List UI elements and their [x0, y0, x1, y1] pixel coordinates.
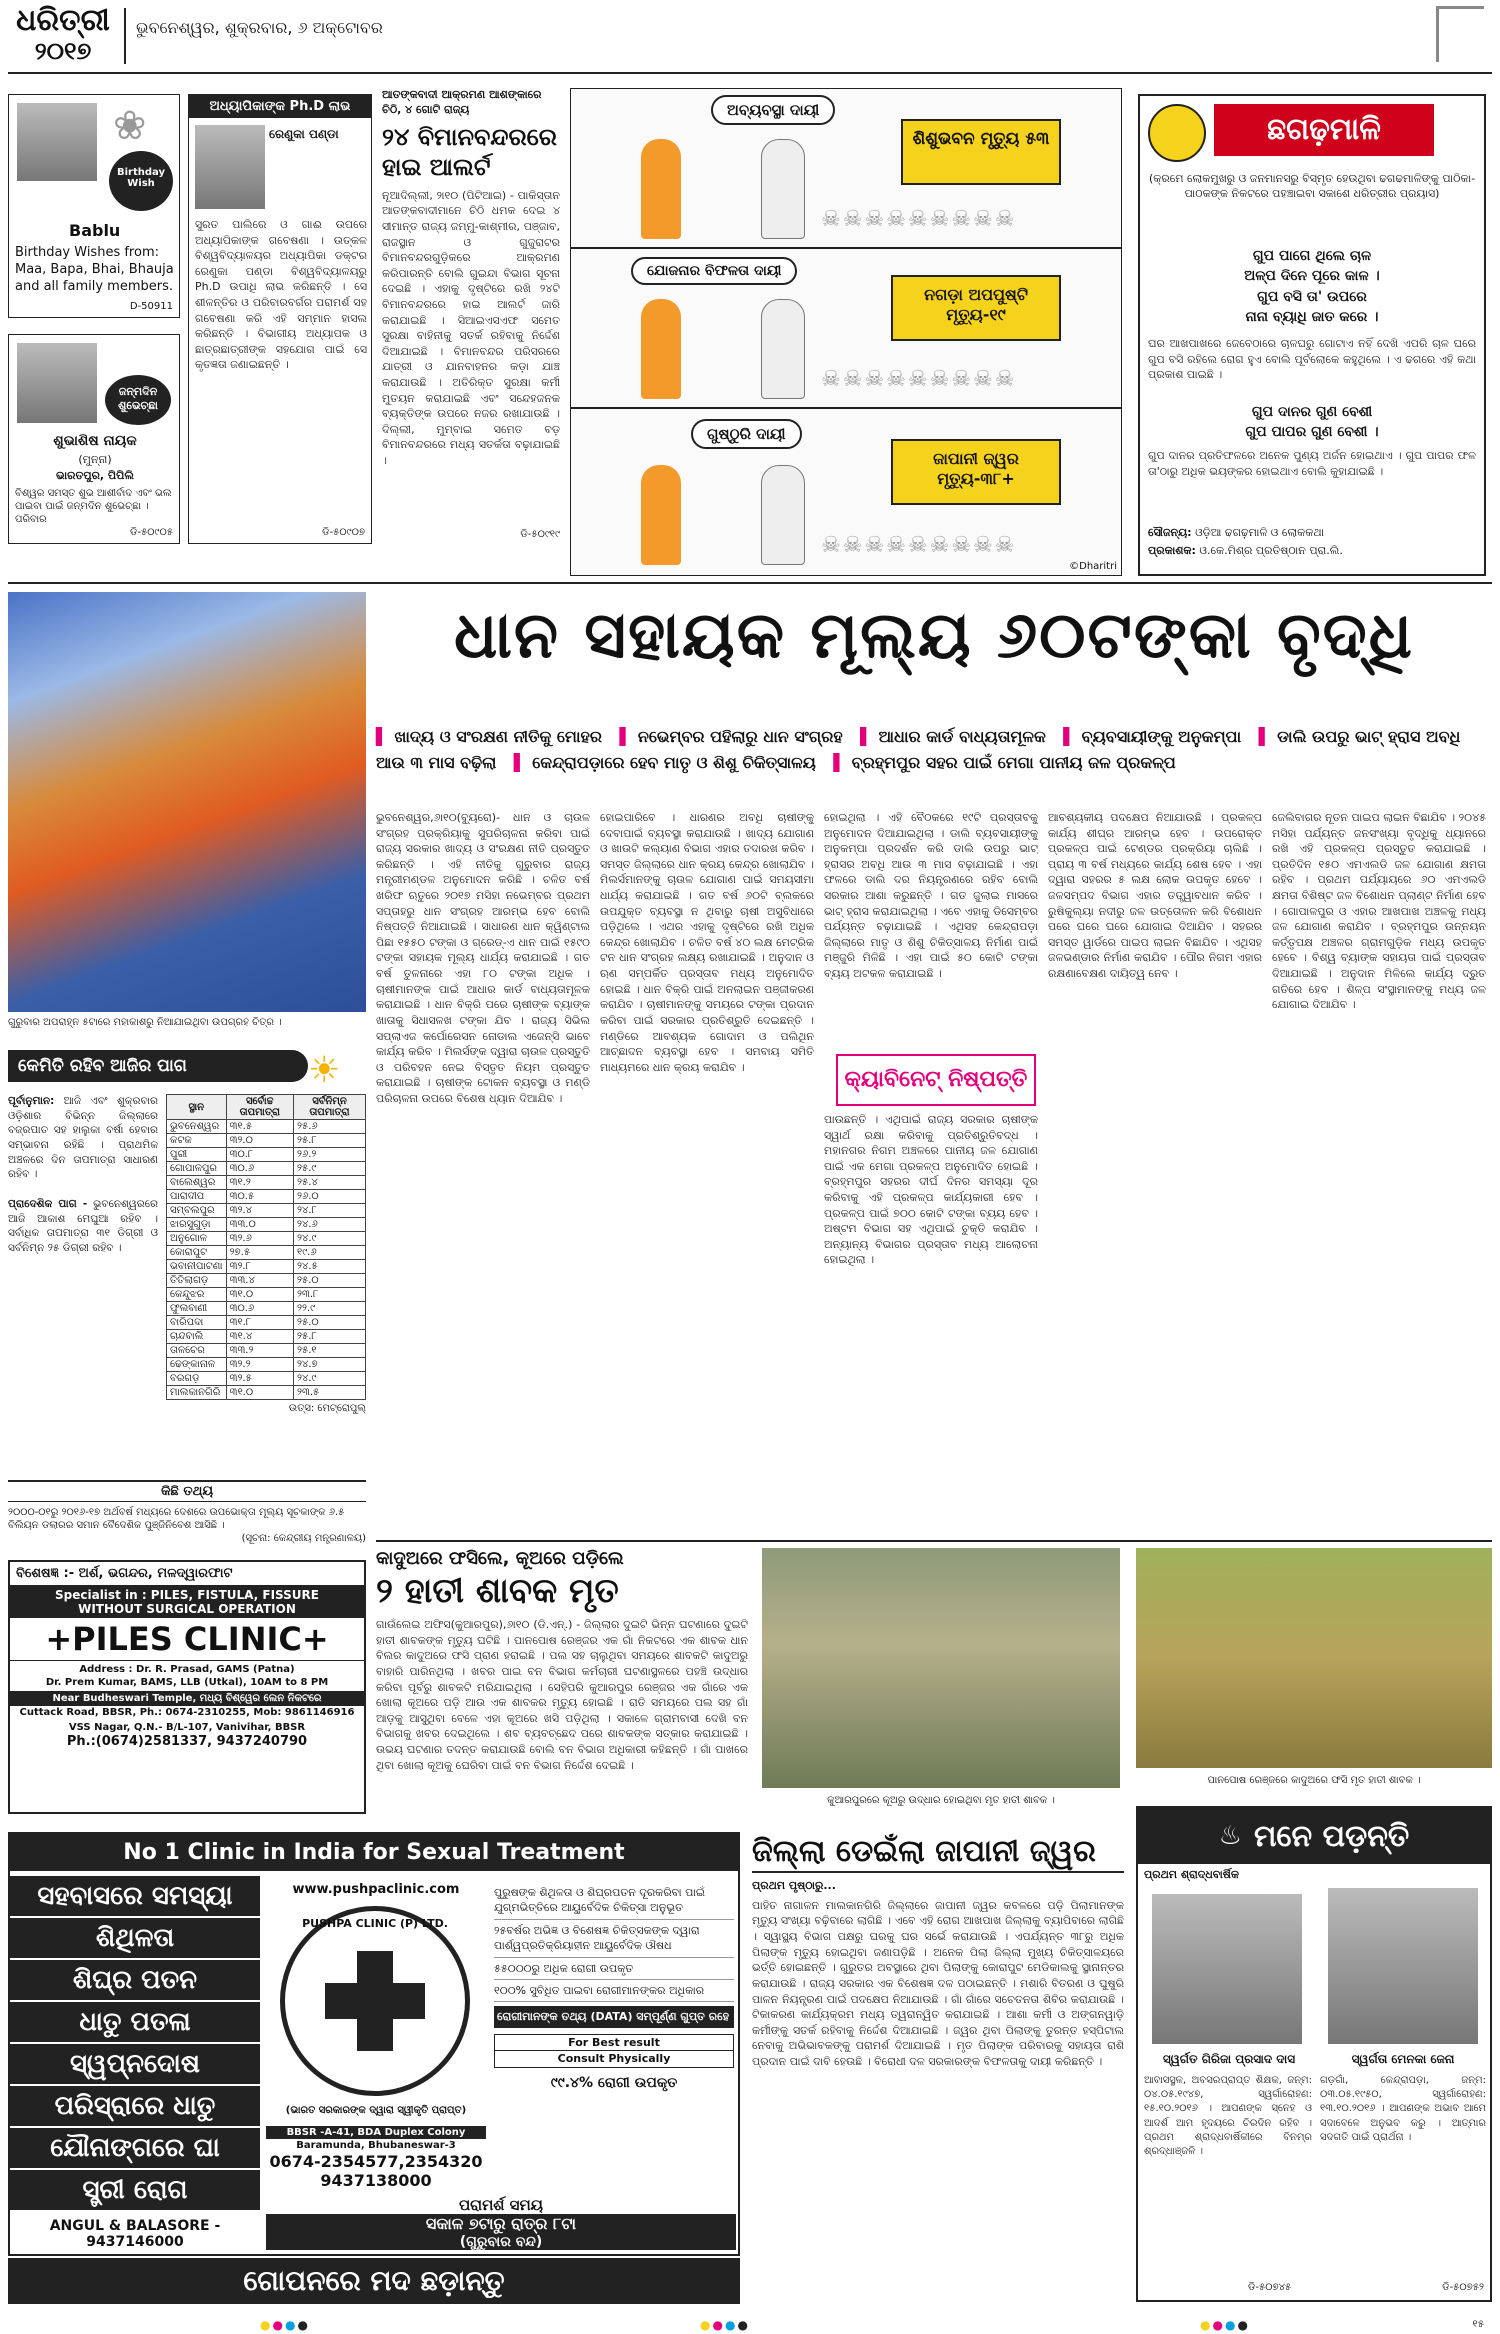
cross-icon-bar — [325, 1983, 425, 2019]
weather-cell-place: ପାରାଦୀପ — [167, 1190, 227, 1204]
weather-cell-min: ୨୪.୬ — [293, 1218, 365, 1232]
facts-source: (ସୂଚନା: କେନ୍ଦ୍ରୀୟ ମନ୍ତ୍ରଣାଳୟ) — [241, 1533, 366, 1544]
pushpa-success: ୯୯.୪% ରୋଗୀ ଉପକୃତ — [550, 2074, 678, 2091]
chhadmali-verse-2 — [1148, 402, 1476, 443]
weather-cell-place: ମାଲକାନଗିରି — [167, 1386, 227, 1400]
weather-cell-place: କୋରାପୁଟ — [167, 1246, 227, 1260]
piles-road: Cuttack Road, BBSR, Ph.: 0674-2310255, Mob: 9861146916 — [19, 1707, 355, 1718]
weather-row — [167, 1316, 366, 1330]
weather-cell-min: ୨୩.୫ — [293, 1386, 365, 1400]
weather-cell-max: ୩୧.୫ — [226, 1120, 293, 1134]
chhadmali-body: ଘର ଆଖପାଖରେ ଜେବେଠାରେ ଚାଳଘରୁ ଗୋଟାଏ ନହିଁ ଦେଖି ଏପରି ଚାଳ ଘରେ ଗୁପ ବସି ରହିଲେ ରୋଗ ହୁଏ ବୋଲି ପୂର୍ବଲୋକେ କହୁଥିଲେ । ଏ ଢଗରେ ଏହି କଥା ପ୍ରକାଶ ପାଇଛି । — [1148, 337, 1476, 382]
felicitation-sub: (ମୁନ୍ନା) — [78, 453, 112, 466]
logo-year: ୨୦୧୭ — [34, 37, 92, 65]
weather-cell-min: ୨୫.୪ — [293, 1176, 365, 1190]
pushpa-address — [266, 2126, 486, 2190]
bullet-item: ୨୫ବର୍ଷର ଅଭିଜ୍ଞ ଓ ବିଶେଷଜ୍ଞ ଚିକିତ୍ସକଙ୍କ ଦ୍ୱାରା ପାର୍ଶ୍ୱପ୍ରତିକ୍ରିୟାହୀନ ଆୟୁର୍ବେଦିକ ଔଷଧ — [494, 1920, 734, 1958]
elephant-kicker: କାଦୁଅରେ ଫସିଲେ, କୂଅରେ ପଡ଼ିଲେ — [376, 1548, 624, 1569]
verse-line: ଗୁପ ପାଗେ ଥିଲେ ଚାଳ — [1252, 248, 1372, 264]
paddy-deck — [376, 724, 1492, 775]
elephant-headline: ୨ ହାତୀ ଶାବକ ମୃତ — [376, 1571, 619, 1611]
phd-article — [188, 94, 372, 544]
felicitation-code: ଡି-୫୦୯୦୫ — [130, 527, 173, 538]
weather-cell-max: ୩୩.୦ — [226, 1218, 293, 1232]
piles-clinic-ad — [8, 1560, 366, 1814]
memorial-sub: ପ୍ରଥମ ଶ୍ରାଦ୍ଧବାର୍ଷିକ — [1144, 1868, 1240, 1881]
birthday-code: D-50911 — [129, 301, 173, 312]
avatar — [17, 343, 97, 423]
birthday-ad — [8, 94, 180, 318]
piles-line-1: Specialist in : PILES, FISTULA, FISSURE — [55, 1588, 319, 1602]
weather-cell-place: ବରଗଡ଼ — [167, 1372, 227, 1386]
weather-row — [167, 1218, 366, 1232]
weather-row — [167, 1288, 366, 1302]
weather-cell-place: ଚାନ୍ଦବାଲି — [167, 1330, 227, 1344]
condition-item: ଶିଥିଳତା — [10, 1918, 260, 1960]
cartoon-panel-1 — [571, 89, 1122, 249]
piles-address: Address : Dr. R. Prasad, GAMS (Patna) — [79, 1664, 295, 1675]
pushpa-phone: 0674-2354577,2354320 — [269, 2152, 483, 2171]
deck-item: ▌ ଖାଦ୍ୟ ଓ ସଂରକ୍ଷଣ ନୀତିକୁ ମୋହର — [376, 727, 602, 746]
speech-bubble: ଅବ୍ୟବସ୍ଥା ଦାୟୀ — [711, 95, 835, 125]
lamp-icon: ♨ — [1218, 1821, 1242, 1851]
bullet-item: ୫୫୦୦୦ରୁ ଅଧିକ ରୋଗୀ ଉପକୃତ — [494, 1958, 734, 1980]
color-dots: ●●●● — [700, 2318, 750, 2332]
satellite-image — [8, 592, 366, 1012]
weather-cell-max: ୩୩.୨ — [226, 1344, 293, 1358]
weather-row — [167, 1162, 366, 1176]
paddy-headline: ଧାନ ସହାୟକ ମୂଲ୍ୟ ୬୦ଟଙ୍କା ବୃଦ୍ଧି — [454, 599, 1414, 673]
weather-cell-min: ୨୪.୯ — [293, 1372, 365, 1386]
memorial-body-2: ଗଡ଼ଗାଁ, କେନ୍ଦ୍ରାପଡ଼ା, ଜନ୍ମ: ୦୩.୦୫.୧୯୫୦, ସ୍ୱର୍ଗାରୋହଣ: ୧୩.୧୦.୨୦୧୬ । ଆପଣଙ୍କ ଅଭାବ ଆମେ ସଦାବେଳେ ଅନୁଭବ କରୁ । ଆତ୍ମାର ସଦଗତି ପାଇଁ ପ୍ରାର୍ଥନା । — [1320, 2075, 1486, 2143]
facts-box — [8, 1480, 366, 1550]
condition-item: ଯୌନାଙ୍ଗରେ ଘା — [10, 2128, 260, 2170]
elephant-article — [376, 1548, 748, 1820]
pushpa-title: No 1 Clinic in India for Sexual Treatment — [10, 1834, 738, 1871]
figure-white — [761, 299, 805, 399]
paddy-col-2: ହୋଇପାରିବେ । ଧାରଣର ଅବଧି ଚାଷୀଙ୍କୁ ଦେବାପାଇଁ ବ୍ୟବସ୍ଥା କରାଯାଉଛି । ଖାଦ୍ୟ ଯୋଗାଣ ଓ ଖାଉଟି କଲ୍ୟାଣ ବିଭାଗ ଏହାର ତଦାରଖ କରିବ । ସମସ୍ତ ଜିଲ୍ଲାରେ ଧାନ କ୍ରୟ କେନ୍ଦ୍ର ଖୋଲାଯିବ । ମିଲର୍ସମାନଙ୍କୁ ଚାଉଳ ଯୋଗାଣ ପାଇଁ ସମୟସୀମା ଧାର୍ଯ୍ୟ କରାଯାଇଛି । ଗତ ବର୍ଷ ୬୦ଟି ବ୍ଲକରେ ଉପଯୁକ୍ତ ବ୍ୟବସ୍ଥା ନ ଥିବାରୁ ଚାଷୀ ଅସୁବିଧାରେ ପଡ଼ିଥିଲେ । ଏଥର ଏହାକୁ ଦୃଷ୍ଟିରେ ରଖି ଅଧିକ କେନ୍ଦ୍ର ଖୋଲାଯିବ । ଚଳିତ ବର୍ଷ ୪୦ ଲକ୍ଷ ମେଟ୍ରିକ ଟନ ଧାନ ସଂଗ୍ରହ ଲକ୍ଷ୍ୟ ରଖାଯାଇଛି । ଅନୁଦାନ ଓ ଋଣ ସମ୍ପର୍କିତ ପ୍ରସ୍ତାବ ମଧ୍ୟ ଅନୁମୋଦିତ ହୋଇଛି । ଧାନ ବିକ୍ରି ପାଇଁ ଅନଲାଇନ ପଞ୍ଜୀକରଣ କରାଯିବ । ଚାଷୀମାନଙ୍କୁ ସମୟରେ ଟଙ୍କା ପ୍ରଦାନ କରିବା ପାଇଁ ସରକାର ପ୍ରତିଶ୍ରୁତି ଦେଇଛନ୍ତି । ମଣ୍ଡିରେ ଆବଶ୍ୟକ ଗୋଦାମ ଓ ପଲିଥିନ ଆଚ୍ଛାଦନ ବ୍ୟବସ୍ଥା ହେବ । ସମବାୟ ସମିତି ମାଧ୍ୟମରେ ଧାନ କ୍ରୟ କରାଯିବ । — [600, 811, 814, 1074]
weather-cell-max: ୩୨.୮ — [226, 1260, 293, 1274]
bullet-item: ପୁରୁଷଙ୍କ ଶିଥିଳତା ଓ ଶିଘ୍ରପତନ ଦୂରକରିବା ପାଇଁ ଯୁଗ୍ମଭିତ୍ତିରେ ଆୟୁର୍ବେଦିକ ଚିକିତ୍ସା ଅନୁଭୂତ — [494, 1882, 734, 1920]
weather-cell-min: ୨୫.୧ — [293, 1344, 365, 1358]
memorial-body-1: ଆବାସସ୍ଥଳ, ଅବସରପ୍ରାପ୍ତ ଶିକ୍ଷକ, ଜନ୍ମ: ୦୪.୦୫.୧୯୪୭, ସ୍ୱର୍ଗାରୋହଣ: ୧୫.୧୦.୨୦୧୬ । ଆପଣଙ୍କ ସ୍ନେହ ଓ ଆଦର୍ଶ ଆମ ହୃଦୟରେ ଚିରଦିନ ରହିବ । ପ୍ରଥମ ଶ୍ରାଦ୍ଧବାର୍ଷିକୀରେ ବିନମ୍ର ଶ୍ରଦ୍ଧାଞ୍ଜଳି । — [1144, 2075, 1312, 2157]
phd-name: ରେଣୁକା ପଣ୍ଡା — [269, 127, 339, 141]
pushpa-seal-sub: (ଭାରତ ସରକାରଙ୍କ ଦ୍ୱାରା ସ୍ୱୀକୃତି ପ୍ରାପ୍ତ) — [285, 2105, 467, 2116]
phd-photo — [195, 125, 265, 209]
memorial-header — [1138, 1808, 1490, 1864]
bullet-item: ୧୦୦% ସୁବିଧିତ ପାଇବା ରୋଗୀମାନଙ୍କର ଅଧିକାର — [494, 1980, 734, 2002]
pushpa-time — [266, 2196, 736, 2250]
deck-item: ▌ ନଭେମ୍ବର ପହିଲାରୁ ଧାନ ସଂଗ୍ରହ — [619, 727, 843, 746]
weather-cell-min: ୧୯.୬ — [293, 1246, 365, 1260]
elephant-caption-1: କୁଆରପୁରରେ କୂଅରୁ ଉଦ୍ଧାର ହୋଇଥିବା ମୃତ ହାତୀ ଶାବକ । — [827, 1795, 1055, 1806]
weather-row — [167, 1120, 366, 1134]
chhadmali-title: ଛଗଢ଼ମାଳି — [1214, 104, 1434, 156]
weather-cell-place: ଫୁଲବାଣୀ — [167, 1302, 227, 1316]
cartoon-credit: ©Dharitri — [1069, 561, 1117, 572]
piles-specialist: ବିଶେଷଜ୍ଞ :- ଅର୍ଶ, ଭଗନ୍ଦର, ମଳଦ୍ୱାରଫାଟ — [10, 1562, 364, 1586]
weather-row — [167, 1344, 366, 1358]
weather-cell-max: ୩୨.୬ — [226, 1232, 293, 1246]
paddy-col-5: ଜେଲିବାଗର ନୂତନ ପାଇପ ଲାଇନ ବିଛାଯିବ । ୨୦୪୫ ମସିହା ପର୍ଯ୍ୟନ୍ତ ଜନସଂଖ୍ୟା ବୃଦ୍ଧିକୁ ଧ୍ୟାନରେ ରଖି ଏହି ପ୍ରକଳ୍ପ ପ୍ରସ୍ତୁତ କରାଯାଇଛି । ପ୍ରତିଦିନ ୧୫୦ ଏମଏଲଡି ଜଳ ଯୋଗାଣ କ୍ଷମତା ରହିବ । ପ୍ରଥମ ପର୍ଯ୍ୟାୟରେ ୬୦ ଏମଏଲଡି କ୍ଷମତା ବିଶିଷ୍ଟ ଜଳ ବିଶୋଧନ ପ୍ଲାଣ୍ଟ ନିର୍ମାଣ ହେବ । ଗୋପାଳପୁର ଓ ଏହାର ଆଖପାଖ ଅଞ୍ଚଳକୁ ମଧ୍ୟ ଜଳ ଯୋଗାଣ କରାଯିବ । ବ୍ରହ୍ମପୁର ଉନ୍ନୟନ କର୍ତ୍ତୃପକ୍ଷ ଅଞ୍ଚଳର ଗ୍ରାମଗୁଡ଼ିକ ମଧ୍ୟ ଉପକୃତ ହେବେ । ବିଶ୍ୱ ବ୍ୟାଙ୍କ ସହାୟତା ପାଇଁ ପ୍ରସ୍ତାବ ଦିଆଯାଇଛି । ଅନୁଦାନ ମିଳିଲେ କାର୍ଯ୍ୟ ଦ୍ରୁତ ଗତିରେ ହେବ । ଶିଳ୍ପ ସଂସ୍ଥାମାନଙ୍କୁ ମଧ୍ୟ ଜଳ ଯୋଗାଇ ଦିଆଯିବ । — [1272, 811, 1486, 1012]
weather-row — [167, 1176, 366, 1190]
col-place: ସ୍ଥାନ — [167, 1095, 227, 1120]
weather-cell-max: ୩୨.୫ — [226, 1372, 293, 1386]
masthead — [8, 0, 1492, 80]
weather-row — [167, 1260, 366, 1274]
condition-item: ସ୍ତ୍ରୀ ରୋଗ — [10, 2170, 260, 2212]
weather-cell-max: ୩୦.୬ — [226, 1302, 293, 1316]
consult-2: Consult Physically — [494, 2051, 734, 2067]
weather-row — [167, 1358, 366, 1372]
chhadmali-source — [1148, 526, 1476, 541]
deck-item: ▌ କେନ୍ଦ୍ରାପଡ଼ାରେ ହେବ ମାତୃ ଓ ଶିଶୁ ଚିକିତ୍ସାଳୟ — [513, 752, 816, 772]
weather-cell-max: ୩୨.୪ — [226, 1204, 293, 1218]
speech-bubble: ଗୁଷ୍ଠୁରି ଦାୟୀ — [691, 419, 802, 449]
weather-cell-place: କେନ୍ଦୁଝର — [167, 1288, 227, 1302]
corner-bracket — [1436, 6, 1484, 62]
weather-cell-place: ତିତିଲାଗଡ଼ — [167, 1274, 227, 1288]
condition-item: ଧାତୁ ପତଳା — [10, 2002, 260, 2044]
weather-row — [167, 1386, 366, 1400]
pushpa-bbsr: BBSR -A-41, BDA Duplex Colony — [266, 2126, 486, 2139]
memorial-title: ମନେ ପଡ଼ନ୍ତି — [1253, 1818, 1410, 1854]
facts-title: କିଛି ତଥ୍ୟ — [8, 1480, 366, 1502]
consult-1: For Best result — [494, 2034, 734, 2051]
chhadmali-column — [1138, 94, 1486, 576]
chhadmali-verse — [1148, 246, 1476, 327]
weather-row — [167, 1246, 366, 1260]
elephant-body: ଗାଉଁଲେଇ ଅଫିସ(କୁଆରପୁର),୬ା୧୦ (ଡି.ଏନ୍.) - ଜିଲ୍ଲାର ଦୁଇଟି ଭିନ୍ନ ଘଟଣାରେ ଦୁଇଟି ହାତୀ ଶାବକଙ୍କ ମୃତ୍ୟୁ ଘଟିଛି । ପାନପୋଷ ରେଞ୍ଜର ଏକ ଗାଁ ନିକଟରେ ଏକ ଶାବକ ଧାନ ବିଲର କାଦୁଅରେ ଫସି ପ୍ରାଣ ହରାଇଛି । ପଲ ସହ ଚାଲୁଥିବା ସମୟରେ ଶାବକଟି କାଦୁଅରୁ ବାହାରି ପାରିନଥିଲା । ଖବର ପାଇ ବନ ବିଭାଗ କର୍ମଚାରୀ ଘଟଣାସ୍ଥଳରେ ପହଞ୍ଚି ଉଦ୍ଧାର କରିବା ପୂର୍ବରୁ ଶାବକଟି ମରିଯାଇଥିଲା । ସେହିପରି କୁଆରପୁର ରେଞ୍ଜର ଏକ ଗାଁରେ ଏକ ଖୋଲା କୂଅରେ ପଡ଼ି ଆଉ ଏକ ଶାବକର ମୃତ୍ୟୁ ହୋଇଛି । ରାତି ସମୟରେ ପଲ ସହ ଗାଁ ଆଡ଼କୁ ଆସୁଥିବା ବେଳେ ଏହା କୂଅରେ ଖସି ପଡ଼ିଥିଲା । ସକାଳେ ଗ୍ରାମବାସୀ ଦେଖି ବନ ବିଭାଗକୁ ଖବର ଦେଇଥିଲେ । ଶବ ବ୍ୟବଚ୍ଛେଦ ପରେ ଶାବକଙ୍କ ସତ୍କାର କରାଯାଇଛି । ଉଭୟ ଘଟଣାର ତଦନ୍ତ କରାଯାଉଛି ବୋଲି ବନ ବିଭାଗ ଅଧିକାରୀ କହିଛନ୍ତି । ଗାଁ ପାଖରେ ଥିବା ଖୋଲା କୂଅକୁ ଘେରିବା ପାଇଁ ବନ ବିଭାଗ ନିର୍ଦ୍ଦେଶ ଦେଇଛି । — [376, 1618, 748, 1772]
condition-item: ପରିସ୍ରାରେ ଧାତୁ — [10, 2086, 260, 2128]
verse-line: ନାନା ବ୍ୟାଧି ଜାତ କରେ । — [1245, 308, 1379, 325]
airport-article — [382, 88, 560, 544]
pushpa-bullets — [494, 1882, 734, 2093]
weather-section — [8, 1050, 366, 1470]
col-max: ସର୍ବୋଚ୍ଚ ତାପମାତ୍ରା — [226, 1095, 293, 1120]
weather-cell-place: ଭବାନୀପାଟଣା — [167, 1260, 227, 1274]
sun-cloud-icon: ☀ — [308, 1050, 341, 1091]
phd-body: ସୁରତ ପାଲିରେ ଓ ଗାଈ ଉପରେ ଅଧ୍ୟାପିକାଙ୍କ ଗବେଷଣା । ଉତ୍କଳ ବିଶ୍ୱବିଦ୍ୟାଳୟର ଅଧ୍ୟାପିକା ଡକ୍ଟର ରେଣୁକା ପଣ୍ଡା ବିଶ୍ୱବିଦ୍ୟାଳୟରୁ Ph.D ଉପାଧି ଲାଭ କରିଛନ୍ତି । ସେ ଶୀଳନ୍ତିର ଓ ପରିବାରବର୍ଗର ପରାମର୍ଶ ସହ ଗବେଷଣା କରି ଏହି ସମ୍ମାନ ହାସଲ କରିଛନ୍ତି । ବିଭାଗୀୟ ଅଧ୍ୟାପକ ଓ ଛାତ୍ରଛାତ୍ରୀଙ୍କ ସହଯୋଗ ପାଇଁ ସେ କୃତଜ୍ଞତା ଜଣାଇଛନ୍ତି । — [195, 218, 367, 372]
weather-cell-place: କଟକ — [167, 1134, 227, 1148]
paddy-col-3: ହୋଇଥିଲା । ଏହି ବୈଠକରେ ୧୯ଟି ପ୍ରସ୍ତାବକୁ ଅନୁମୋଦନ ଦିଆଯାଇଥିଲା । ଡାଲି ବ୍ୟବସାୟୀଙ୍କୁ ଅନୁକମ୍ପା ପ୍ରଦର୍ଶନ କରି ଡାଲି ଉପରୁ ଭାଟ୍ ହ୍ରାସର ଅବଧି ଆଉ ୩ ମାସ ବଢ଼ାଯାଇଛି । ଏହା ଫଳରେ ଡାଲି ଦର ନିୟନ୍ତ୍ରଣରେ ରହିବ ବୋଲି ସରକାର ଆଶା କରୁଛନ୍ତି । ଗତ ଜୁଲାଇ ମାସରେ ଭାଟ୍ ହ୍ରାସ କରାଯାଇଥିଲା । ଏବେ ଏହାକୁ ଡିସେମ୍ବର ପର୍ଯ୍ୟନ୍ତ ବଢ଼ାଯାଇଛି । ଏଥିସହ କେନ୍ଦ୍ରାପଡ଼ା ଜିଲ୍ଲାରେ ମାତୃ ଓ ଶିଶୁ ଚିକିତ୍ସାଳୟ ନିର୍ମାଣ ପାଇଁ ମଞ୍ଜୁରି ମିଳିଛି । ଏହା ପାଇଁ ୫୦ କୋଟି ଟଙ୍କା ବ୍ୟୟ ଅଟକଳ କରାଯାଇଛି । — [824, 811, 1038, 981]
sign-board: ନଗଡ଼ା ଅପପୁଷ୍ଟି ମୃତ୍ୟୁ-୧୯ — [891, 275, 1061, 341]
pushpa-footer: ଗୋପନରେ ମଦ ଛଡ଼ାନ୍ତୁ — [8, 2258, 740, 2304]
weather-cell-min: ୨୫.୮ — [293, 1134, 365, 1148]
verse-line: ଗୁପ ବସି ତା' ଉପରେ — [1257, 288, 1367, 305]
memorial-code-1: ଡି-୫୦୭୪୫ — [1248, 2282, 1292, 2293]
airport-code: ଡି-୫୦୯୧୯ — [520, 528, 560, 540]
paddy-col-4: ଆବଶ୍ୟକୀୟ ପଦକ୍ଷେପ ନିଆଯାଉଛି । ପ୍ରକଳ୍ପ କାର୍ଯ୍ୟ ଶୀଘ୍ର ଆରମ୍ଭ ହେବ । ଉପରୋକ୍ତ ପ୍ରକଳ୍ପ ପାଇଁ ଟେଣ୍ଡର ପ୍ରକ୍ରିୟା ଚାଲିଛି । ପ୍ରାୟ ୩ ବର୍ଷ ମଧ୍ୟରେ କାର୍ଯ୍ୟ ଶେଷ ହେବ । ଏହା ଦ୍ୱାରା ସହରର ୫ ଲକ୍ଷ ଲୋକ ଉପକୃତ ହେବେ । ଜଳସମ୍ପଦ ବିଭାଗ ଏହାର ତତ୍ତ୍ୱାବଧାନ କରିବ । ରୁଷିକୁଲ୍ୟା ନଦୀରୁ ଜଳ ଉତ୍ତୋଳନ କରି ବିଶୋଧନ ପରେ ଘରେ ଘରେ ଯୋଗାଇ ଦିଆଯିବ । ସହରର ସମସ୍ତ ୱାର୍ଡରେ ପାଇପ ଲାଇନ ବିଛାଯିବ । ଏଥିସହ ଜଳଭଣ୍ଡାର ନିର୍ମାଣ କରାଯିବ । ପୌର ନିଗମ ଏହାର ରକ୍ଷଣାବେକ୍ଷଣ ଦାୟିତ୍ୱ ନେବ । — [1048, 811, 1262, 981]
weather-row — [167, 1232, 366, 1246]
memorial-photo-1 — [1152, 1894, 1302, 2044]
weather-cell-max: ୩୦.୫ — [226, 1190, 293, 1204]
condition-item: ସ୍ୱପ୍ନଦୋଷ — [10, 2044, 260, 2086]
japanese-kicker: ପ୍ରଥମ ପୃଷ୍ଠାରୁ... — [752, 1879, 836, 1892]
time-label: ପରାମର୍ଶ ସମୟ — [458, 2196, 544, 2214]
sign-board: ଶିଶୁଭବନ ମୃତ୍ୟୁ ୫୩ — [901, 119, 1061, 185]
piles-brand: +PILES CLINIC+ — [10, 1618, 364, 1661]
weather-cell-max: ୩୧.୦ — [226, 1288, 293, 1302]
temperature-table — [166, 1094, 366, 1415]
pushpa-data: ରୋଗୀମାନଙ୍କ ତଥ୍ୟ (DATA) ସମ୍ପୂର୍ଣ୍ଣ ଗୁପ୍ତ ରହେ — [494, 2006, 734, 2027]
weather-cell-min: ୨୫.୦ — [293, 1274, 365, 1288]
weather-cell-place: ଭୁବନେଶ୍ୱର — [167, 1120, 227, 1134]
piles-near: Near Budheswari Temple, ମଧ୍ୟ ବିଶ୍ୱେର ଲେନ ନିକଟରେ — [10, 1691, 364, 1706]
weather-cell-max: ୨୭.୫ — [226, 1246, 293, 1260]
weather-cell-max: ୩୦.୬ — [226, 1162, 293, 1176]
weather-cell-min: ୨୬.୨ — [293, 1148, 365, 1162]
weather-cell-max: ୩୦.୮ — [226, 1148, 293, 1162]
weather-cell-max: ୩୧.୮ — [226, 1316, 293, 1330]
weather-cell-place: ବାଲେଶ୍ୱର — [167, 1176, 227, 1190]
source-label: ସୌଜନ୍ୟ: — [1148, 526, 1192, 539]
weather-cell-place: ଅନୁଗୋଳ — [167, 1232, 227, 1246]
chhadmali-body-2: ଗୁପ ଦାନର ପ୍ରତିଫଳରେ ଅନେକ ପୁଣ୍ୟ ଅର୍ଜନ ହୋଇଥାଏ । ଗୁପ ପାପର ଫଳ ତା'ଠାରୁ ଅଧିକ ଭୟଙ୍କର ହୋଇଥାଏ ବୋଲି କୁହାଯାଇଛି । — [1148, 449, 1476, 478]
cartoon-panel-3 — [571, 409, 1122, 576]
pushpa-url[interactable]: www.pushpaclinic.com — [292, 1882, 460, 1897]
felicitation-ad — [8, 334, 180, 544]
piles-doctor: Dr. Prem Kumar, BAMS, LLB (Utkal), 10AM to 8 PM — [45, 1677, 329, 1688]
weather-title: କେମିତି ରହିବ ଆଜିର ପାଗ — [8, 1050, 308, 1082]
weather-cell-max: ୩୧.୪ — [226, 1330, 293, 1344]
skulls: ☠☠☠☠☠☠☠☠☠ — [821, 533, 1017, 558]
editorial-cartoon — [570, 88, 1122, 576]
weather-cell-max: ୩୧.୦ — [226, 1386, 293, 1400]
paddy-col-1: ଭୁବନେଶ୍ୱର,୬ା୧୦(ବ୍ୟୁରୋ)- ଧାନ ଓ ଚାଉଳ ସଂଗ୍ରହ ପ୍ରକ୍ରିୟାକୁ ସୁପରିଚାଳନା କରିବା ପାଇଁ ରାଜ୍ୟ ସରକାର ଖାଦ୍ୟ ଓ ସଂରକ୍ଷଣ ନୀତି ପ୍ରସ୍ତୁତ କରିଛନ୍ତି । ଏହି ନୀତିକୁ ଗୁରୁବାର ରାଜ୍ୟ ମନ୍ତ୍ରୀମଣ୍ଡଳ ଅନୁମୋଦନ କରିଛି । ଚଳିତ ବର୍ଷ ଖରିଫ ଋତୁରେ ୨୦୧୭ ମସିହା ନଭେମ୍ବର ପ୍ରଥମ ସପ୍ତାହରୁ ଧାନ ସଂଗ୍ରହ ଆରମ୍ଭ ହେବ ବୋଲି ନିଷ୍ପତ୍ତି ନିଆଯାଇଛି । ସାଧାରଣ ଧାନ କ୍ୱିଣ୍ଟାଲ ପିଛା ୧୫୫୦ ଟଙ୍କା ଓ ଗ୍ରେଡ୍-ଏ ଧାନ ପାଇଁ ୧୫୯୦ ଟଙ୍କା ସହାୟକ ମୂଲ୍ୟ ଧାର୍ଯ୍ୟ କରାଯାଇଛି । ଗତ ବର୍ଷ ତୁଳନାରେ ଏହା ୮୦ ଟଙ୍କା ଅଧିକ । ଚାଷୀମାନଙ୍କ ପାଇଁ ଆଧାର କାର୍ଡ ବାଧ୍ୟତାମୂଳକ କରାଯାଇଛି । ଧାନ ବିକ୍ରି ପରେ ଚାଷୀଙ୍କ ବ୍ୟାଙ୍କ ଖାତାକୁ ସିଧାସଳଖ ଟଙ୍କା ଯିବ । ରାଜ୍ୟ ସିଭିଲ ସପ୍ଲାଏଜ କର୍ପୋରେସନ ନୋଡାଲ ଏଜେନ୍ସି ଭାବେ କାର୍ଯ୍ୟ କରିବ । ମିଲର୍ସଙ୍କ ଦ୍ୱାରା ଚାଉଳ ପ୍ରସ୍ତୁତି ଓ ପରିବହନ ନେଇ ବିସ୍ତୃତ ନିୟମ ପ୍ରସ୍ତୁତ କରାଯାଇଛି । ଚାଷୀଙ୍କ ଟୋକନ ବ୍ୟବସ୍ଥା ଓ ମଣ୍ଡି ପରିଚାଳନା ଉପରେ ବିଶେଷ ଧ୍ୟାନ ଦିଆଯିବ । — [376, 811, 590, 1105]
felicitation-text: ବିଶ୍ୱର ସମସ୍ତ ଶୁଭ ଆଶୀର୍ବାଦ ଏବଂ ଭଲ ପାଇବା ପାଇଁ ଜନ୍ମଦିନ ଶୁଭେଚ୍ଛା । ପରିବାର — [15, 488, 172, 525]
forecast-label: ପୂର୍ବାନୁମାନ: — [8, 1095, 55, 1107]
condition-item: ଶିଘ୍ର ପତନ — [10, 1960, 260, 2002]
weather-row — [167, 1134, 366, 1148]
felicitation-badge: ଜନ୍ମଦିନ ଶୁଭେଚ୍ଛା — [105, 375, 171, 425]
chhadmali-icon — [1148, 104, 1206, 162]
publisher-text: ଓ.କେ.ମିଶ୍ର ପ୍ରତିଷ୍ଠାନ ପ୍ରା.ଲି. — [1199, 544, 1343, 557]
color-dots: ●●●● — [1200, 2318, 1250, 2332]
piles-phone: Ph.:(0674)2581337, 9437240790 — [66, 1734, 308, 1749]
forecast-text: ଆଜି ଏବଂ ଶୁକ୍ରବାର ଓଡ଼ିଶାର ବିଭିନ୍ନ ଜିଲ୍ଲାରେ ବଜ୍ରପାତ ସହ ହାଲୁକା ବର୍ଷା ହେବାର ସମ୍ଭାବନା ରହିଛି । ପ୍ରାଥମିକ ଅଞ୍ଚଳରେ ଦିନ ତାପମାତ୍ରା ସାଧାରଣ ରହିବ । — [8, 1095, 158, 1181]
elephant-photo-2 — [1136, 1548, 1492, 1768]
weather-cell-place: ତାଳଚେର — [167, 1344, 227, 1358]
weather-cell-place: ବାରିପଦା — [167, 1316, 227, 1330]
memorial-name-2: ସ୍ୱର୍ଗତା ମେନକା ଜେନା — [1351, 2052, 1455, 2066]
piles-line-2: WITHOUT SURGICAL OPERATION — [78, 1602, 296, 1616]
birthday-badge: Birthday Wish — [109, 151, 173, 211]
weather-cell-max: ୩୩.୪ — [226, 1274, 293, 1288]
weather-row — [167, 1302, 366, 1316]
pushpa-bbsr-2: Baramunda, Bhubaneswar-3 — [296, 2140, 456, 2151]
chhadmali-publisher — [1148, 544, 1476, 559]
figure-white — [761, 465, 805, 565]
col-min: ସର୍ବନିମ୍ନ ତାପମାତ୍ରା — [293, 1095, 365, 1120]
bhubaneswar-text: ଭୁବନେଶ୍ୱରରେ ଆଜି ଆକାଶ ମେଘୁଆ ରହିବ । ସର୍ବାଧିକ ତାପମାତ୍ରା ୩୧ ଡିଗ୍ରୀ ଓ ସର୍ବନିମ୍ନ ୨୫ ଡିଗ୍ରୀ ରହିବ । — [8, 1197, 158, 1254]
phd-code: ଡି-୫୦୯୦୭ — [322, 527, 365, 538]
airport-body: ନୂଆଦିଲ୍ଲୀ, ୨ା୧୦ (ପିଟିଆଇ) - ପାକିସ୍ତାନ ଆତଙ୍କବାଦୀମାନେ ଚିଠି ଧମକ ଦେଇ ୪ ସୀମାନ୍ତ ରାଜ୍ୟ ଜମ୍ମୁ-କାଶ୍ମୀର, ପଞ୍ଜାବ, ରାଜସ୍ଥାନ ଓ ଗୁଜୁରାଟର ବିମାନବନ୍ଦରଗୁଡ଼ିକରେ ଆକ୍ରମଣ କରିପାରନ୍ତି ବୋଲି ଗୁଇନ୍ଦା ବିଭାଗ ସୂଚନା ଦେଇଛି । ଏହାକୁ ଦୃଷ୍ଟିରେ ରଖି ୨୪ଟି ବିମାନବନ୍ଦରରେ ହାଇ ଆଲର୍ଟ ଜାରି କରାଯାଇଛି । ସିଆଇଏସଏଫ ସମେତ ସୁରକ୍ଷା ବାହିନୀକୁ ସତର୍କ ରହିବାକୁ ନିର୍ଦ୍ଦେଶ ଦିଆଯାଇଛି । ବିମାନବନ୍ଦର ପରିସରରେ ଯାତ୍ରୀ ଓ ଯାନବାହନର କଡ଼ା ଯାଞ୍ଚ କରାଯାଉଛି । ଅତିରିକ୍ତ ସୁରକ୍ଷା କର୍ମୀ ମୁତୟନ କରାଯାଇଛି ଏବଂ ସନ୍ଦେହଜନକ ବ୍ୟକ୍ତିଙ୍କ ଉପରେ ନଜର ରଖାଯାଉଛି । ଦିଲ୍ଲୀ, ମୁମ୍ବାଇ ସମେତ ବଡ଼ ବିମାନବନ୍ଦରରେ ମଧ୍ୟ ସତର୍କତା ବଢ଼ାଯାଇଛି । — [382, 188, 560, 468]
weather-cell-min: ୨୪.୯ — [293, 1232, 365, 1246]
verse-line: ଗୁପ ପାପର ଗୁଣ ବେଶୀ । — [1245, 424, 1379, 441]
weather-cell-max: ୩୧.୨ — [226, 1176, 293, 1190]
pushpa-seal — [280, 1906, 470, 2096]
skulls: ☠☠☠☠☠☠☠☠☠ — [821, 367, 1017, 392]
birthday-message: Birthday Wishes from: Maa, Bapa, Bhai, Bhauja and all family members. — [15, 245, 174, 294]
weather-cell-min: ୨୨.୯ — [293, 1302, 365, 1316]
weather-cell-min: ୨୫.୮ — [293, 1330, 365, 1344]
dateline: ଭୁବନେଶ୍ୱର, ଶୁକ୍ରବାର, ୬ ଅକ୍ଟୋବର — [136, 18, 383, 37]
pushpa-clinic-ad — [8, 1832, 740, 2256]
memorial-ad — [1136, 1806, 1492, 2302]
japanese-headline: ଜିଲ୍ଲା ଡେଇଁଲା ଜାପାନୀ ଜ୍ୱର — [752, 1832, 1124, 1873]
birthday-name: Bablu — [69, 221, 121, 240]
memorial-photo-2 — [1328, 1888, 1478, 2044]
deck-item: ▌ ଡାଲି ଉପରୁ ଭାଟ୍ ହ୍ରାସ ଅବଧି ଆଉ ୩ ମାସ ବଢ଼ିଲା — [376, 727, 1461, 772]
condition-item: ସହବାସରେ ସମସ୍ୟା — [10, 1876, 260, 1918]
elephant-photo-1 — [762, 1548, 1120, 1788]
weather-cell-min: ୨୩.୮ — [293, 1288, 365, 1302]
deck-item: ▌ ଆଧାର କାର୍ଡ ବାଧ୍ୟତାମୂଳକ — [860, 727, 1046, 746]
weather-cell-max: ୩୨.୨ — [226, 1358, 293, 1372]
publisher-label: ପ୍ରକାଶକ: — [1148, 544, 1196, 557]
figure-orange — [641, 299, 681, 399]
weather-cell-place: ଗୋପାଳପୁର — [167, 1162, 227, 1176]
page-number: ୧୫ — [1472, 2319, 1484, 2330]
weather-cell-min: ୨୪.୫ — [293, 1260, 365, 1274]
japanese-fever-article — [752, 1832, 1124, 2302]
weather-row — [167, 1148, 366, 1162]
weather-cell-max: ୩୨.୦ — [226, 1134, 293, 1148]
weather-row — [167, 1274, 366, 1288]
weather-cell-min: ୨୬.୦ — [293, 1190, 365, 1204]
airport-kicker: ଆତଙ୍କବାଦୀ ଆକ୍ରମଣ ଆଶଙ୍କାରେ ଚିଠି, ୪ ଗୋଟି ରାଜ୍ୟ — [382, 88, 542, 116]
weather-text — [8, 1094, 158, 1454]
logo-text: ଧରିତ୍ରୀ — [16, 3, 110, 38]
registration-marks — [0, 2314, 1500, 2334]
japanese-body: ପାହିତ ନାଗାଳନ ମାଲକାନଗିରି ଜିଲ୍ଲାରେ ଜାପାନୀ ଜ୍ୱର କବଳରେ ପଡ଼ି ପିଲାମାନଙ୍କ ମୃତ୍ୟୁ ସଂଖ୍ୟା ବଢ଼ିବାରେ ଲାଗିଛି । ଏବେ ଏହି ରୋଗ ଆଖପାଖ ଜିଲ୍ଲାକୁ ବ୍ୟାପିବାରେ ଲାଗିଛି । ସ୍ୱାସ୍ଥ୍ୟ ବିଭାଗ ପକ୍ଷରୁ ଘରକୁ ଘର ସର୍ଭେ କରାଯାଉଛି । ଏପର୍ଯ୍ୟନ୍ତ ୩୮ରୁ ଅଧିକ ପିଲାଙ୍କ ମୃତ୍ୟୁ ହୋଇଥିବା ଜଣାପଡ଼ିଛି । ଅନେକ ପିଲା ଜିଲ୍ଲା ମୁଖ୍ୟ ଚିକିତ୍ସାଳୟରେ ଭର୍ତ୍ତି ହୋଇଛନ୍ତି । ଗୁରୁତର ଅବସ୍ଥାରେ ଥିବା ପିଲାଙ୍କୁ କୋରାପୁଟ ମେଡିକାଲକୁ ସ୍ଥାନାନ୍ତର କରାଯାଉଛି । ରାଜ୍ୟ ସରକାର ଏକ ବିଶେଷଜ୍ଞ ଦଳ ପଠାଇଛନ୍ତି । ମଶାରି ବିତରଣ ଓ ଘୁଷୁରି ପାଳନ ନିୟନ୍ତ୍ରଣ ପାଇଁ ପଦକ୍ଷେପ ନିଆଯାଉଛି । ଗାଁ ଗାଁରେ ସଚେତନତା ଶିବିର କରାଯାଉଛି । ଟିକାକରଣ କାର୍ଯ୍ୟକ୍ରମ ମଧ୍ୟ ତ୍ୱରାନ୍ୱିତ କରାଯାଇଛି । ଆଶା କର୍ମୀ ଓ ଅଙ୍ଗନୱାଡ଼ି କର୍ମୀଙ୍କୁ ସତର୍କ ରହିବାକୁ ନିର୍ଦ୍ଦେଶ ଦିଆଯାଇଛି । ଜ୍ୱର ଥିବା ପିଲାଙ୍କୁ ତୁରନ୍ତ ହସ୍ପିଟାଲ ନେବାକୁ ଅଭିଭାବକଙ୍କୁ ପରାମର୍ଶ ଦିଆଯାଇଛି । ମୃତ ପିଲାଙ୍କ ପରିବାରକୁ ସହାୟତା ରାଶି ପ୍ରଦାନ ପାଇଁ ଦାବି ହେଉଛି । ବିରୋଧୀ ଦଳ ସରକାରଙ୍କ ବିଫଳତାକୁ ଦାୟୀ କରିଛନ୍ତି । — [752, 1898, 1124, 2068]
satellite-caption: ଗୁରୁବାର ଅପରାହ୍ନ ୫ଟାରେ ମହାକାଶରୁ ନିଆଯାଇଥିବା ଉପଗ୍ରହ ଚିତ୍ର । — [8, 1017, 282, 1028]
paddy-col-3b: ପାଉଛନ୍ତି । ଏଥିପାଇଁ ରାଜ୍ୟ ସରକାର ଚାଷୀଙ୍କ ସ୍ୱାର୍ଥ ରକ୍ଷା କରିବାକୁ ପ୍ରତିଶ୍ରୁତିବଦ୍ଧ । ମହାନଗର ନିଗମ ଅଞ୍ଚଳରେ ପାନୀୟ ଜଳ ଯୋଗାଣ ପାଇଁ ଏକ ମେଗା ପ୍ରକଳ୍ପ ଅନୁମୋଦିତ ହୋଇଛି । ବ୍ରହ୍ମପୁର ସହରର ଦୀର୍ଘ ଦିନର ସମସ୍ୟା ଦୂର କରିବାକୁ ଏହି ପ୍ରକଳ୍ପ କାର୍ଯ୍ୟକାରୀ ହେବ । ପ୍ରକଳ୍ପ ପାଇଁ ୭୦୦ କୋଟି ଟଙ୍କା ବ୍ୟୟ ହେବ । ଅଷ୍ଟମ ବିଭାଗ ସହ ଏଥିପାଇଁ ଚୁକ୍ତି କରାଯିବ । ଅନ୍ୟାନ୍ୟ ବିଭାଗର ପ୍ରସ୍ତାବ ମଧ୍ୟ ଆଲୋଚନା ହୋଇଥିଲା । — [824, 1113, 1038, 1267]
deck-item: ▌ ବ୍ୟବସାୟୀଙ୍କୁ ଅନୁକମ୍ପା — [1063, 727, 1242, 746]
verse-line: ଅଳ୍ପ ଦିନେ ପୂରେ କାଳ । — [1244, 268, 1380, 285]
weather-cell-min: ୨୪.୭ — [293, 1358, 365, 1372]
felicitation-place: ଭାରତପୁର, ପିପିଲି — [56, 469, 134, 482]
weather-cell-min: ୨୪.୮ — [293, 1204, 365, 1218]
chhadmali-intro: (କ୍ରମେ ଲୋକମୁଖରୁ ଓ ଜନମାନସରୁ ବିସ୍ମୃତ ହେଉଥିବା ଢଗଢମାଳିଙ୍କୁ ପାଠିକା-ପାଠକଙ୍କ ନିକଟରେ ପହଞ୍ଚାଇବା ସକାଶେ ଧରିତ୍ରୀର ପ୍ରୟାସ) — [1148, 172, 1476, 200]
color-dots: ●●●● — [260, 2318, 310, 2332]
flower-icon: ❀ — [113, 103, 147, 149]
weather-cell-place: ଢେଙ୍କାନାଳ — [167, 1358, 227, 1372]
skulls: ☠☠☠☠☠☠☠☠☠ — [821, 207, 1017, 232]
facts-body: ୨୦୦୦-୦୧ରୁ ୨୦୧୬-୧୭ ଅର୍ଥବର୍ଷ ମଧ୍ୟରେ ଦେଶରେ ଉପଭୋକ୍ତା ମୂଲ୍ୟ ସୂଚକାଙ୍କ ୬.୫ ବିଲିୟନ ଡଲାରର ସମାନ ବୈଦେଶିକ ପୁଞ୍ଜିନିବେଶ ଆସିଛି । — [8, 1507, 345, 1531]
felicitation-name: ଶୁଭାଶିଷ ନାୟକ — [53, 433, 137, 449]
weather-cell-min: ୨୫.୯ — [293, 1162, 365, 1176]
time-value: ସକାଳ ୭ଟାରୁ ରାତ୍ର ୮ଟା — [266, 2214, 736, 2234]
speech-bubble: ଯୋଜନାର ବିଫଳତା ଦାୟୀ — [631, 257, 797, 285]
weather-row — [167, 1190, 366, 1204]
elephant-caption-2: ପାନପୋଷ ରେଞ୍ଜରେ କାଦୁଅରେ ଫସି ମୃତ ହାତୀ ଶାବକ । — [1207, 1775, 1421, 1786]
avatar — [17, 103, 97, 181]
source-text: ଓଡ଼ିଆ ଢଗଢ଼ମାଳି ଓ ଲୋକକଥା — [1195, 526, 1325, 539]
figure-orange — [641, 465, 681, 565]
figure-orange — [641, 139, 681, 239]
weather-row — [167, 1330, 366, 1344]
deck-item: ▌ ବ୍ରହ୍ମପୁର ସହର ପାଇଁ ମେଗା ପାନୀୟ ଜଳ ପ୍ରକଳ୍ପ — [833, 752, 1176, 772]
weather-cell-min: ୨୫.୬ — [293, 1120, 365, 1134]
memorial-name-1: ସ୍ୱର୍ଗତ ଗିରିଜା ପ୍ରସାଦ ଦାସ — [1162, 2052, 1296, 2066]
time-closed: (ଗୁରୁବାର ବନ୍ଦ) — [266, 2234, 736, 2250]
figure-white — [761, 139, 805, 239]
weather-cell-place: ସମ୍ବଲପୁର — [167, 1204, 227, 1218]
cabinet-badge: କ୍ୟାବିନେଟ୍ ନିଷ୍ପତ୍ତି — [836, 1054, 1036, 1106]
piles-vss: VSS Nagar, Q.N.- B/L-107, Vanivihar, BBSR — [68, 1722, 306, 1733]
weather-cell-place: ପୁରୀ — [167, 1148, 227, 1162]
seal-text: PUSHPA CLINIC (P) LTD. — [302, 1917, 448, 1930]
sign-board: ଜାପାନୀ ଜ୍ୱର ମୃତ୍ୟୁ-୩୮+ — [891, 439, 1061, 505]
memorial-code-2: ଡି-୫୦୭୫୨ — [1442, 2282, 1484, 2293]
weather-row — [167, 1372, 366, 1386]
weather-source: ଉତ୍ସ: ମେଟ୍ରୋପୁଲ୍ — [288, 1403, 366, 1414]
verse-line: ଗୁପ ଦାନର ଗୁଣ ବେଶୀ — [1251, 404, 1373, 420]
masthead-logo — [8, 4, 118, 68]
piles-banner — [10, 1586, 364, 1618]
weather-cell-place: ଝାରସୁଗୁଡ଼ା — [167, 1218, 227, 1232]
bhubaneswar-label: ପ୍ରାଦେଶିକ ପାଗ - — [8, 1197, 88, 1210]
airport-headline: ୨୪ ବିମାନବନ୍ଦରରେ ହାଇ ଆଲର୍ଟ — [382, 122, 557, 181]
pushpa-angul: ANGUL & BALASORE - 9437146000 — [10, 2218, 260, 2250]
weather-cell-min: ୨୫.୦ — [293, 1316, 365, 1330]
weather-row — [167, 1204, 366, 1218]
pushpa-list — [10, 1876, 260, 2212]
phd-title: ଅଧ୍ୟାପିକାଙ୍କ Ph.D ଲାଭ — [189, 95, 371, 118]
pushpa-mobile: 9437138000 — [320, 2171, 432, 2190]
cartoon-panel-2 — [571, 249, 1122, 409]
